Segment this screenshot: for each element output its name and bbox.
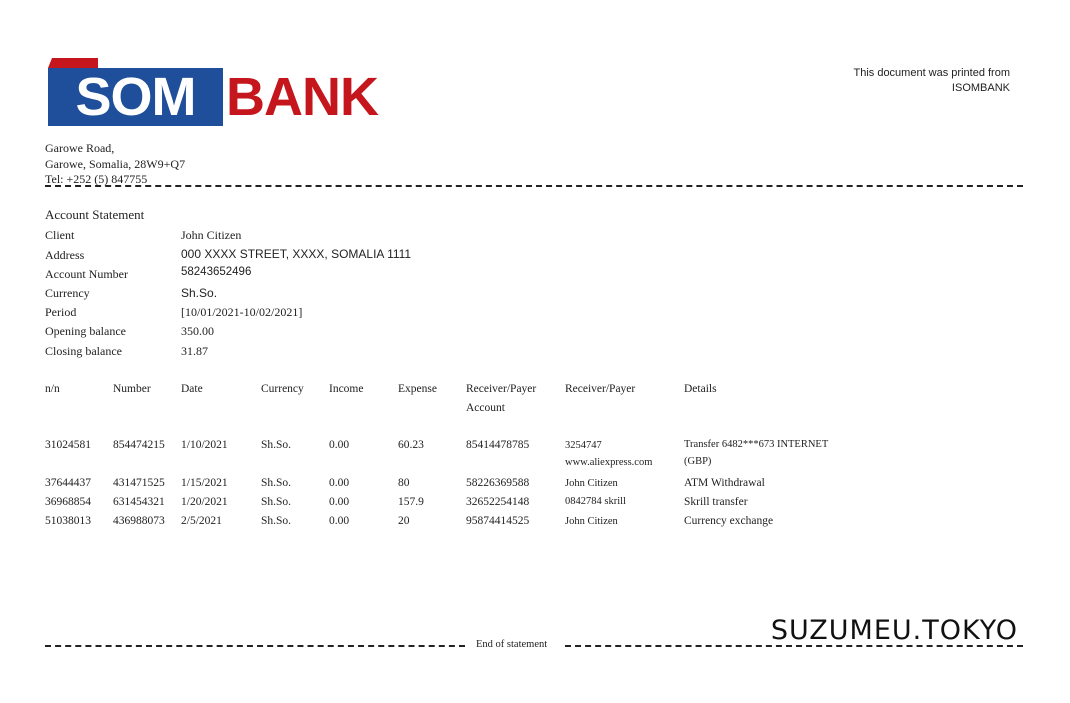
bank-address-line2: Garowe, Somalia, 28W9+Q7 — [45, 157, 186, 171]
cell-nn: 37644437 — [45, 477, 91, 489]
printed-note-line1: This document was printed from — [853, 67, 1010, 79]
cell-currency: Sh.So. — [261, 496, 292, 508]
cell-details: Skrill transfer — [684, 496, 748, 508]
header-expense: Expense — [398, 383, 437, 395]
cell-income: 0.00 — [329, 515, 350, 527]
cell-expense: 80 — [398, 477, 410, 489]
cell-expense: 20 — [398, 515, 410, 527]
account-number-value: 58243652496 — [181, 266, 252, 278]
cell-details: Currency exchange — [684, 515, 774, 527]
cell-income: 0.00 — [329, 439, 350, 451]
period-value: [10/01/2021-10/02/2021] — [181, 305, 303, 319]
address-label: Address — [45, 248, 85, 262]
cell-details-line2: (GBP) — [684, 456, 712, 467]
cell-date: 1/10/2021 — [181, 439, 228, 451]
cell-payer-line2: www.aliexpress.com — [565, 457, 653, 468]
cell-expense: 60.23 — [398, 439, 424, 451]
cell-details-line1: Transfer 6482***673 INTERNET — [684, 439, 829, 450]
cell-payer-line1: 3254747 — [565, 440, 602, 451]
statement-title: Account Statement — [45, 207, 145, 222]
cell-payer — [565, 437, 652, 471]
header-divider — [45, 185, 1023, 187]
footer-divider-left — [45, 645, 465, 647]
header-payer: Receiver/Payer — [565, 383, 636, 395]
cell-details — [684, 436, 828, 470]
cell-income: 0.00 — [329, 477, 350, 489]
bank-address-line1: Garowe Road, — [45, 141, 115, 155]
cell-income: 0.00 — [329, 496, 350, 508]
cell-account: 85414478785 — [466, 439, 530, 451]
cell-number: 631454321 — [113, 496, 165, 508]
cell-currency: Sh.So. — [261, 439, 292, 451]
header-income: Income — [329, 383, 364, 395]
header-account-line2: Account — [466, 402, 505, 414]
header-date: Date — [181, 383, 203, 395]
currency-value: Sh.So. — [181, 286, 218, 300]
cell-date: 1/20/2021 — [181, 496, 228, 508]
cell-currency: Sh.So. — [261, 515, 292, 527]
header-account — [466, 380, 536, 418]
cell-account: 95874414525 — [466, 515, 530, 527]
account-number-label: Account Number — [45, 267, 128, 281]
printed-from-note — [853, 66, 1010, 96]
cell-number: 854474215 — [113, 439, 165, 451]
end-of-statement: End of statement — [476, 639, 548, 650]
header-number: Number — [113, 383, 151, 395]
opening-balance-label: Opening balance — [45, 324, 126, 338]
watermark: SUZUMEU.TOKYO — [770, 615, 1018, 646]
cell-payer: John Citizen — [565, 478, 618, 489]
cell-expense: 157.9 — [398, 496, 424, 508]
cell-account: 58226369588 — [466, 477, 530, 489]
cell-date: 1/15/2021 — [181, 477, 228, 489]
period-label: Period — [45, 305, 77, 319]
logo-som-text: SOM — [75, 67, 196, 127]
bank-logo — [48, 58, 433, 130]
client-label: Client — [45, 228, 75, 242]
cell-payer: John Citizen — [565, 516, 618, 527]
header-currency: Currency — [261, 383, 304, 395]
cell-date: 2/5/2021 — [181, 515, 222, 527]
currency-label: Currency — [45, 286, 90, 300]
cell-number: 436988073 — [113, 515, 165, 527]
header-account-line1: Receiver/Payer — [466, 383, 537, 395]
closing-balance-label: Closing balance — [45, 344, 122, 358]
logo-bank-text: BANK — [226, 67, 378, 127]
opening-balance-value: 350.00 — [181, 324, 214, 338]
bank-phone: Tel: +252 (5) 847755 — [45, 172, 148, 186]
cell-nn: 31024581 — [45, 439, 91, 451]
closing-balance-value: 31.87 — [181, 344, 208, 358]
printed-note-line2: ISOMBANK — [951, 82, 1010, 94]
cell-account: 32652254148 — [466, 496, 530, 508]
header-nn: n/n — [45, 383, 60, 395]
header-details: Details — [684, 383, 717, 395]
cell-currency: Sh.So. — [261, 477, 292, 489]
client-value: John Citizen — [181, 228, 242, 242]
cell-number: 431471525 — [113, 477, 165, 489]
cell-details: ATM Withdrawal — [684, 477, 765, 489]
cell-payer: 0842784 skrill — [565, 496, 626, 507]
address-value: 000 XXXX STREET, XXXX, SOMALIA 1111 — [181, 247, 412, 261]
cell-nn: 36968854 — [45, 496, 91, 508]
cell-nn: 51038013 — [45, 515, 91, 527]
